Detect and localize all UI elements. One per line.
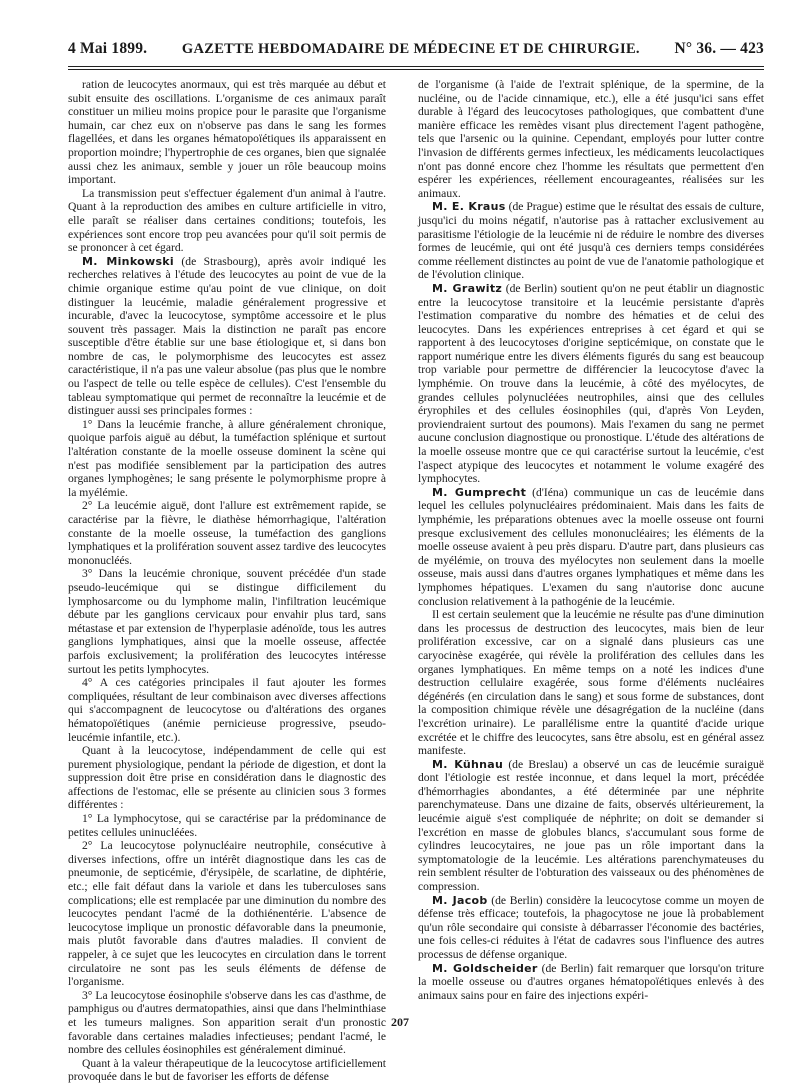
paragraph-text: (d'Iéna) communique un cas de leucémie dans lequel les cellules polynucléaires prédominaient. Mais dans les faits de lymphémie, les préparations obtenues avec la moelle osseuse ont fourni presque exclusivement des cellules mononucléaires; les éléments de la moelle osseuse avaient à peu près disparu. D'autre part, dans plusieurs cas de myélémie, on trouva des myélocytes non seulement dans la moelle osseuse, mais aussi dans d'autres organes lymphatiques et même dans les lymphomes hépatiques. L'examen du sang n'autorise donc aucune conclusion relativement à la pathogénie de la leucémie. bbox=[418, 485, 765, 608]
paragraph bbox=[418, 962, 764, 1003]
paragraph bbox=[68, 839, 386, 989]
paragraph bbox=[68, 676, 386, 744]
speaker-name: M. Jacob bbox=[432, 893, 488, 907]
running-header bbox=[68, 40, 764, 62]
paragraph bbox=[68, 78, 386, 187]
paragraph-text: La transmission peut s'effectuer également d'un animal à l'autre. Quant à la reproduction des amibes en culture artificielle in vitro, elle paraît se réaliser dans certaines conditions; toutefois, les expériences sont encore trop peu avancées pour qu'il soit permis de se prononcer à cet égard. bbox=[68, 186, 386, 255]
paragraph-text: 1° Dans la leucémie franche, à allure généralement chronique, quoique parfois aiguë au début, la tuméfaction splénique et surtout l'altération constante de la moelle osseuse dominent la scène qui n'est pas modifiée sensiblement par la participation des autres organes lymphogènes; le sang présente le polymorphisme propre à la myélémie. bbox=[68, 417, 386, 499]
header-rule-bottom bbox=[68, 69, 764, 70]
paragraph-text: (de Berlin) fait remarquer que lorsqu'on triture la moelle osseuse ou d'autres organes hématopoïétiques enlevés à des animaux sains pour en faire des injections expéri- bbox=[418, 961, 765, 1002]
paragraph bbox=[418, 758, 764, 894]
speaker-name: M. Gumprecht bbox=[432, 485, 527, 499]
paragraph-text: (de Prague) estime que le résultat des essais de culture, jusqu'ici du moins négatif, n'autorise pas à rattacher exclusivement au parasitisme l'étiologie de la leucémie ni de réduire le nombre des diverses formes de leucémie, qui ont été jusqu'à ces derniers temps considérées comme réellement distinctes au point de vue de l'anatomie pathologique et de l'évolution clinique. bbox=[418, 200, 765, 282]
paragraph-text: ration de leucocytes anormaux, qui est très marquée au début et subit ensuite des oscillations. L'organisme de ces animaux paraît constituer un milieu moins propice pour le parasite que l'organisme humain, car chez eux on n'observe pas dans le sang les formes flagellées, et dans les organes hématopoïétiques ils apparaissent en proportion moindre; l'hypertrophie de ces organes, bien que signalée aussi chez les animaux, semble y jouer un rôle beaucoup moins important. bbox=[68, 78, 386, 187]
right-column bbox=[418, 78, 764, 1006]
paragraph bbox=[68, 567, 386, 676]
left-column bbox=[68, 78, 386, 1084]
paragraph-text: 3° Dans la leucémie chronique, souvent précédée d'un stade pseudo-leucémique qui se distingue difficilement du lymphosarcome ou du lymphome malin, l'infiltration leucémique débute par les ganglions cervicaux pour envahir plus tard, sans métastase et par extension de l'hyperplasie adénoïde, tous les autres ganglions lymphatiques, ainsi que la moelle osseuse, affectée parfois exclusivement; la prolifération des leucocytes intéresse surtout les petits lymphocytes. bbox=[68, 567, 386, 676]
paragraph-text: 1° La lymphocytose, qui se caractérise par la prédominance de petites cellules uninucléées. bbox=[68, 812, 386, 839]
paragraph bbox=[68, 187, 386, 255]
issue-number: N° 36. — 423 bbox=[674, 40, 764, 57]
paragraph-text: 2° La leucémie aiguë, dont l'allure est extrêmement rapide, se caractérise par la fièvre, le diathèse hémorrhagique, l'altération constante de la moelle osseuse, la tuméfaction des ganglions lymphatiques et la prolifération souvent assez tardive des leucocytes mononucléés. bbox=[68, 499, 386, 567]
paragraph-text: Il est certain seulement que la leucémie ne résulte pas d'une diminution dans les processus de destruction des leucocytes, mais bien de leur prolifération excessive, car on a signalé dans plusieurs cas une caryocinèse exagérée, qui révèle la prolifération des cellules dans les organes lymphatiques. En même temps on a noté les indices d'une destruction cellulaire exagérée, sous forme d'éléments nucléaires dégénérés (en circulation dans le sang) et sous forme de substances, dont la composition chimique révèle une désagrégation de la nucléine (dans l'excrétion urinaire). Le parallélisme entre la quantité d'acide urique excrétée et le chiffre des leucocytes, sans être absolu, est en général assez manifeste. bbox=[418, 608, 764, 758]
paragraph bbox=[68, 255, 386, 418]
speaker-name: M. Goldscheider bbox=[432, 961, 538, 975]
paragraph bbox=[418, 78, 764, 200]
paragraph bbox=[418, 486, 764, 608]
paragraph bbox=[68, 812, 386, 839]
header-rule-top bbox=[68, 66, 764, 67]
paragraph-text: (de Breslau) a observé un cas de leucémie suraiguë dont l'étiologie est restée inconnue, et dans lequel la mort, précédée d'hémorrhagies abondantes, a été déterminée par une néphrite parenchymateuse. Dans une dizaine de faits, observés ultérieurement, la leucémie aiguë s'est compliquée de néphrite; on doit se demander si l'excrétion en masse de globules blancs, s'accumulant sous forme de cylindres leucocytaires, ne joue pas un rôle important dans la symptomatologie de la leucémie. Les altérations parenchymateuses du rein semblent résulter de l'obturation des vaisseaux ou des phénomènes de compression. bbox=[418, 757, 764, 894]
paragraph-text: (de Berlin) considère la leucocytose comme un moyen de défense très efficace; toutefois, la phagocytose ne joue là probablement qu'un rôle secondaire qui consiste à débarrasser l'économie des bactéries, une fois celles-ci réduites à l'état de cadavres sous l'influence des autres processus de défense organique. bbox=[418, 893, 764, 961]
issue-date: 4 Mai 1899. bbox=[68, 40, 148, 57]
paragraph bbox=[418, 894, 764, 962]
speaker-name: M. Grawitz bbox=[432, 281, 503, 295]
paragraph-text: Quant à la leucocytose, indépendamment de celle qui est purement physiologique, pendant la période de digestion, et dont la suppression doit être prise en considération dans le diagnostic des affections de l'estomac, elle se présente au clinicien sous 3 formes différentes : bbox=[68, 744, 386, 812]
paragraph bbox=[418, 282, 764, 486]
paragraph-text: 2° La leucocytose polynucléaire neutrophile, consécutive à diverses infections, offre un intérêt diagnostique dans les cas de pneumonie, de septicémie, d'érysipèle, de scarlatine, de diphtérie, etc.; elle fait défaut dans la variole et dans les tuberculoses sans complications; elle est remplacée par une diminution du nombre des leucocytes pendant l'acmé de la dothiénentérie. L'absence de leucocytose implique un pronostic défavorable dans la pneumonie, mais plutôt favorable dans d'autres maladies. Il convient de rappeler, à ce sujet que les leucocytes en circulation dans le torrent circulatoire ne sont pas les seuls éléments de défense de l'organisme. bbox=[68, 839, 386, 989]
paragraph bbox=[68, 499, 386, 567]
paragraph-text: (de Berlin) soutient qu'on ne peut établir un diagnostic entre la leucocytose transitoire et la leucémie persistante d'après l'estimation comparative du nombre des hématies et de celui des leucocytes. Dans les expériences entreprises à cet égard et qui se rapportent à des leucocytoses d'origine septicémique, on constate que le rapport numérique entre les divers éléments figurés du sang est beaucoup trop variable pour permettre de différencier la leucocytose d'avec la lymphémie. On trouve dans la leucémie, à côté des myélocytes, de grandes cellules polynucléées neutrophiles, ainsi que des cellules éryrophiles et des cellules éosinophiles (qui, d'après Von Leyden, proviendraient surtout des poumons). Mais l'examen du sang ne permet aucune conclusion diagnostique ou pronostique. L'étude des altérations de la moelle osseuse montre que ce qui caractérise surtout la leucémie, c'est l'aspect atypique des leucocytes et notamment le volume exagéré des lymphocytes. bbox=[418, 281, 764, 486]
page-number: 207 bbox=[391, 1015, 409, 1029]
speaker-name: M. Minkowski bbox=[82, 254, 174, 268]
paragraph bbox=[68, 744, 386, 812]
paragraph bbox=[68, 418, 386, 500]
paragraph bbox=[418, 200, 764, 282]
paragraph-text: (de Strasbourg), après avoir indiqué les recherches relatives à l'étude des leucocytes au point de vue de la chimie organique estime qu'au point de vue clinique, on doit distinguer la leucémie, maladie généralement progressive et incurable, d'avec la leucocytose, symptôme accessoire et le plus souvent très passager. Mais la distinction ne paraît pas encore susceptible d'être établie sur une base étiologique et, si dans bon nombre de cas, le polymorphisme des leucocytes est assez caractéristique, il n'a pas une valeur absolue (pas plus que le nombre ou l'aspect de telle ou telle espèce de cellules). C'est l'ensemble du tableau symptomatique qui permet de reconnaître la leucémie et de distinguer aussi ses principales formes : bbox=[68, 254, 386, 418]
paragraph-text: de l'organisme (à l'aide de l'extrait splénique, de la spermine, de la nucléine, ou de l'acide cinnamique, etc.), elle a été jusqu'ici sans effet durable à l'égard des leucocytoses pathologiques, que combattent d'une manière efficace les remèdes visant plus directement l'agent pathogène, tels que l'arsenic ou la quinine. Cependant, employés pour lutter contre l'invasion de différents germes infectieux, les médicaments leucolactiques n'ont pas donné encore chez l'homme les résultats que permettent d'en espérer les expériences, réellement encourageantes, réalisées sur les animaux. bbox=[418, 78, 764, 200]
paragraph-text: 4° A ces catégories principales il faut ajouter les formes compliquées, résultant de leur combinaison avec diverses affections qui s'accompagnent de leucocytose ou d'altérations des organes hématopoïétiques (anémie pernicieuse progressive, pseudo-leucémie infantile, etc.). bbox=[68, 676, 386, 744]
paragraph bbox=[68, 1057, 386, 1084]
paragraph-text: Quant à la valeur thérapeutique de la leucocytose artificiellement provoquée dans le but de favoriser les efforts de défense bbox=[68, 1056, 386, 1084]
journal-title: GAZETTE HEBDOMADAIRE DE MÉDECINE ET DE CHIRURGIE. bbox=[181, 41, 640, 57]
speaker-name: M. E. Kraus bbox=[432, 200, 506, 214]
paragraph-text: 3° La leucocytose éosinophile s'observe dans les cas d'asthme, de pamphigus ou d'autres dermatopathies, ainsi que dans l'helminthiase et les tumeurs malignes. Son apparition serait d'un pronostic favorable dans certaines maladies infectieuses; pendant l'acmé, le nombre des cellules éosinophiles est généralement diminué. bbox=[68, 988, 386, 1057]
speaker-name: M. Kühnau bbox=[432, 757, 504, 771]
paragraph bbox=[418, 608, 764, 758]
